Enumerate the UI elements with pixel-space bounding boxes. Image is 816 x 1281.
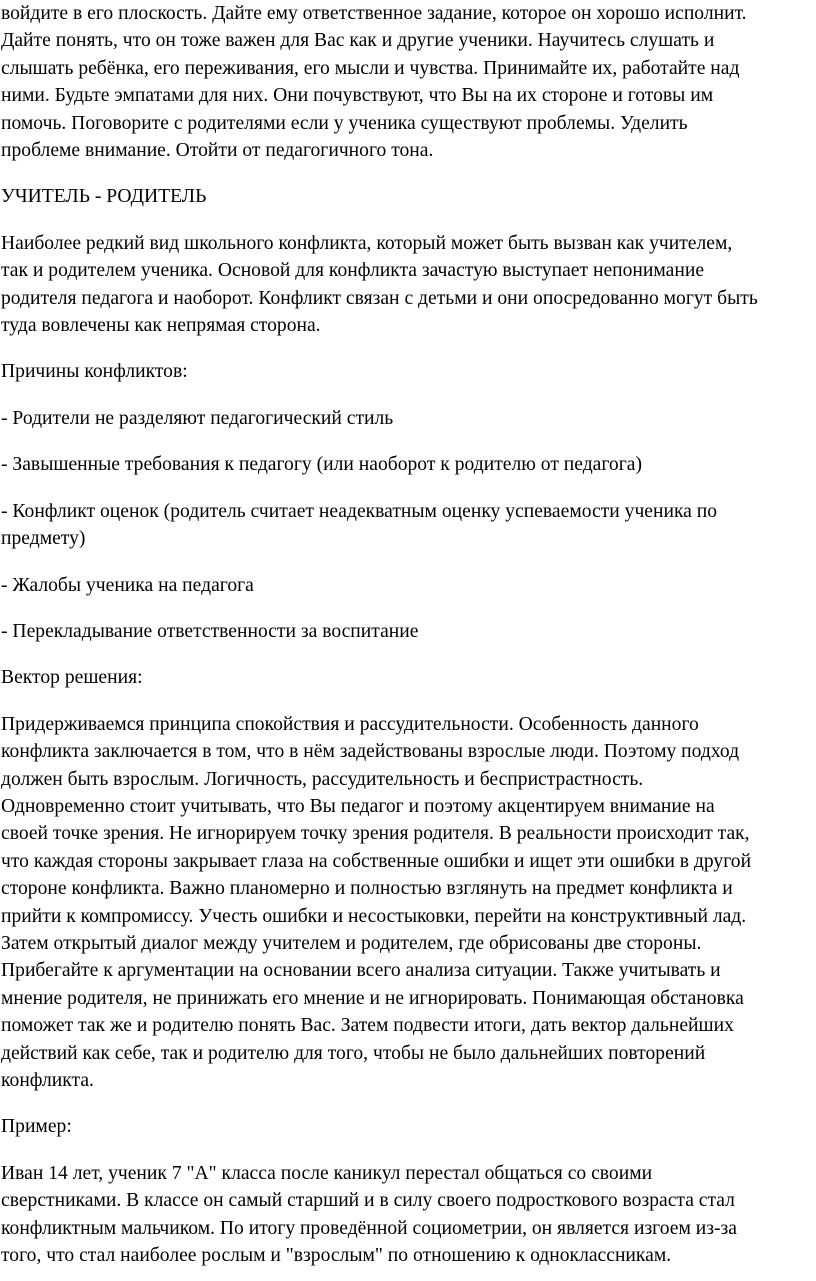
solution-vector-title: Вектор решения: xyxy=(1,667,143,689)
cause-item-4: - Жалобы ученика на педагога xyxy=(1,574,254,596)
paragraph-conflict-description: Наиболее редкий вид школьного конфликта, который может быть вызван как учителем, так и родителем ученика. Основой для конфликта зачастую выступает непонимание родителя педагога и наоборот. Конфликт связан с детьми и они опосредованно могут быть туда вовлечены как непрямая сторона. xyxy=(1,232,758,337)
cause-item-1: - Родители не разделяют педагогический стиль xyxy=(1,407,394,429)
paragraph-empathy-advice: войдите в его плоскость. Дайте ему ответственное задание, которое он хорошо исполнит. Дайте понять, что он тоже важен для Вас как и другие ученики. Научитесь слушать и слышать ребёнка, его переживания, его мысли и чувства. Принимайте их, работайте над ними. Будьте эмпатами для них. Они почувствуют, что Вы на их стороне и готовы им помочь. Поговорите с родителями если у ученика существуют проблемы. Уделить проблеме внимание. Отойти от педагогичного тона. xyxy=(1,3,747,162)
cause-item-3: - Конфликт оценок (родитель считает неадекватным оценку успеваемости ученика по предмету) xyxy=(1,500,718,550)
cause-item-2: - Завышенные требования к педагогу (или наоборот к родителю от педагога) xyxy=(1,454,642,476)
paragraph-example: Иван 14 лет, ученик 7 "А" класса после каникул перестал общаться со своими сверстниками. В классе он самый старший и в силу своего подросткового возраста стал конфликтным мальчиком. По итогу проведённой социометрии, он является изгоем из-за того, что стал наиболее рослым и "взрослым" по отношению к одноклассникам. xyxy=(1,1162,737,1267)
causes-title: Причины конфликтов: xyxy=(1,361,188,383)
paragraph-solution: Придерживаемся принципа спокойствия и рассудительности. Особенность данного конфликта заключается в том, что в нём задействованы взрослые люди. Поэтому подход должен быть взрослым. Логичность, рассудительность и беспристрастность. Одновременно стоит учитывать, что Вы педагог и поэтому акцентируем внимание на своей точке зрения. Не игнорируем точку зрения родителя. В реальности происходит так, что каждая стороны закрывает глаза на собственные ошибки и ищет эти ошибки в другой стороне конфликта. Важно планомерно и полностью взглянуть на предмет конфликта и прийти к компромиссу. Учесть ошибки и несостыковки, перейти на конструктивный лад. Затем открытый диалог между учителем и родителем, где обрисованы две стороны. Прибегайте к аргументации на основании всего анализа ситуации. Также учитывать и мнение родителя, не принижать его мнение и не игнорировать. Понимающая обстановка поможет так же и родителю понять Вас. Затем подвести итоги, дать вектор дальнейших действий как себе, так и родителю для того, чтобы не было дальнейших повторений конфликта. xyxy=(1,713,752,1091)
section-heading-teacher-parent: УЧИТЕЛЬ - РОДИТЕЛЬ xyxy=(1,186,207,208)
cause-item-5: - Перекладывание ответственности за воспитание xyxy=(1,620,419,642)
example-title: Пример: xyxy=(1,1116,72,1138)
